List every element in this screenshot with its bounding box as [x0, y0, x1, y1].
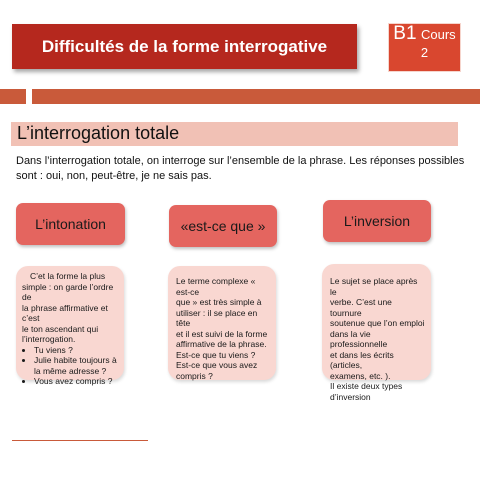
title-banner — [12, 24, 357, 69]
card-line: soutenue que l’on emploi — [330, 318, 425, 328]
card-body-est-ce-que — [168, 266, 276, 380]
card-line: et il est suivi de la forme — [176, 328, 268, 339]
card-heading-inversion: L’inversion — [323, 200, 431, 242]
list-item: • Tu viens ? — [34, 345, 118, 356]
card-line: utiliser : il se place en tête — [176, 307, 258, 328]
intro-text: Dans l’interrogation totale, on interroge sur l’ensemble de la phrase. Les réponses possibles sont : oui, non, peut-être, je ne sais pas. — [16, 155, 465, 182]
card-line: le ton ascendant qui — [22, 323, 99, 334]
list-item: • Julie habite toujours à la même adresse ? — [34, 355, 118, 376]
example-list — [22, 345, 118, 387]
card-line: compris ? — [176, 370, 213, 381]
course-number: 2 — [420, 45, 429, 60]
card-line: Est-ce que vous avez — [176, 360, 258, 370]
card-line: Le sujet se place après le — [330, 276, 418, 297]
card-line: la phrase affirmative et c’est — [22, 302, 108, 323]
card-heading-est-ce-que: «est-ce que » — [169, 205, 277, 247]
card-line: C’et la forme la plus — [30, 271, 106, 281]
list-item: • Vous avez compris ? — [34, 376, 118, 387]
card-line: Est-ce que tu viens ? — [176, 349, 256, 360]
decor-bar-left — [0, 89, 26, 104]
card-line: dans la vie professionnelle — [330, 328, 388, 349]
card-line: verbe. C’est une tournure — [330, 297, 392, 318]
card-line: que » est très simple à — [176, 297, 262, 307]
card-line: affirmative de la phrase. — [176, 339, 267, 349]
card-line: examens, etc. ). — [330, 370, 391, 381]
decor-bar-right — [32, 89, 480, 104]
section-heading: L’interrogation totale — [17, 123, 180, 143]
card-line: d’inversion — [330, 391, 371, 402]
card-line: et dans les écrits (articles, — [330, 349, 394, 370]
card-line: l’interrogation. — [22, 334, 76, 344]
card-body-intonation — [16, 266, 124, 386]
card-body-inversion — [322, 264, 431, 402]
section-heading-band — [11, 122, 458, 146]
slide-title: Difficultés de la forme interrogative — [41, 36, 328, 56]
card-line: Il existe deux types — [330, 381, 403, 391]
course-label: Cours — [421, 27, 456, 42]
card-line: simple : on garde l’ordre de — [22, 281, 114, 302]
card-line: Le terme complexe « est-ce — [176, 276, 256, 297]
card-heading-intonation: L’intonation — [16, 203, 125, 245]
footer-divider — [12, 440, 148, 441]
level-label: B1 — [393, 23, 417, 44]
level-badge — [388, 23, 461, 72]
